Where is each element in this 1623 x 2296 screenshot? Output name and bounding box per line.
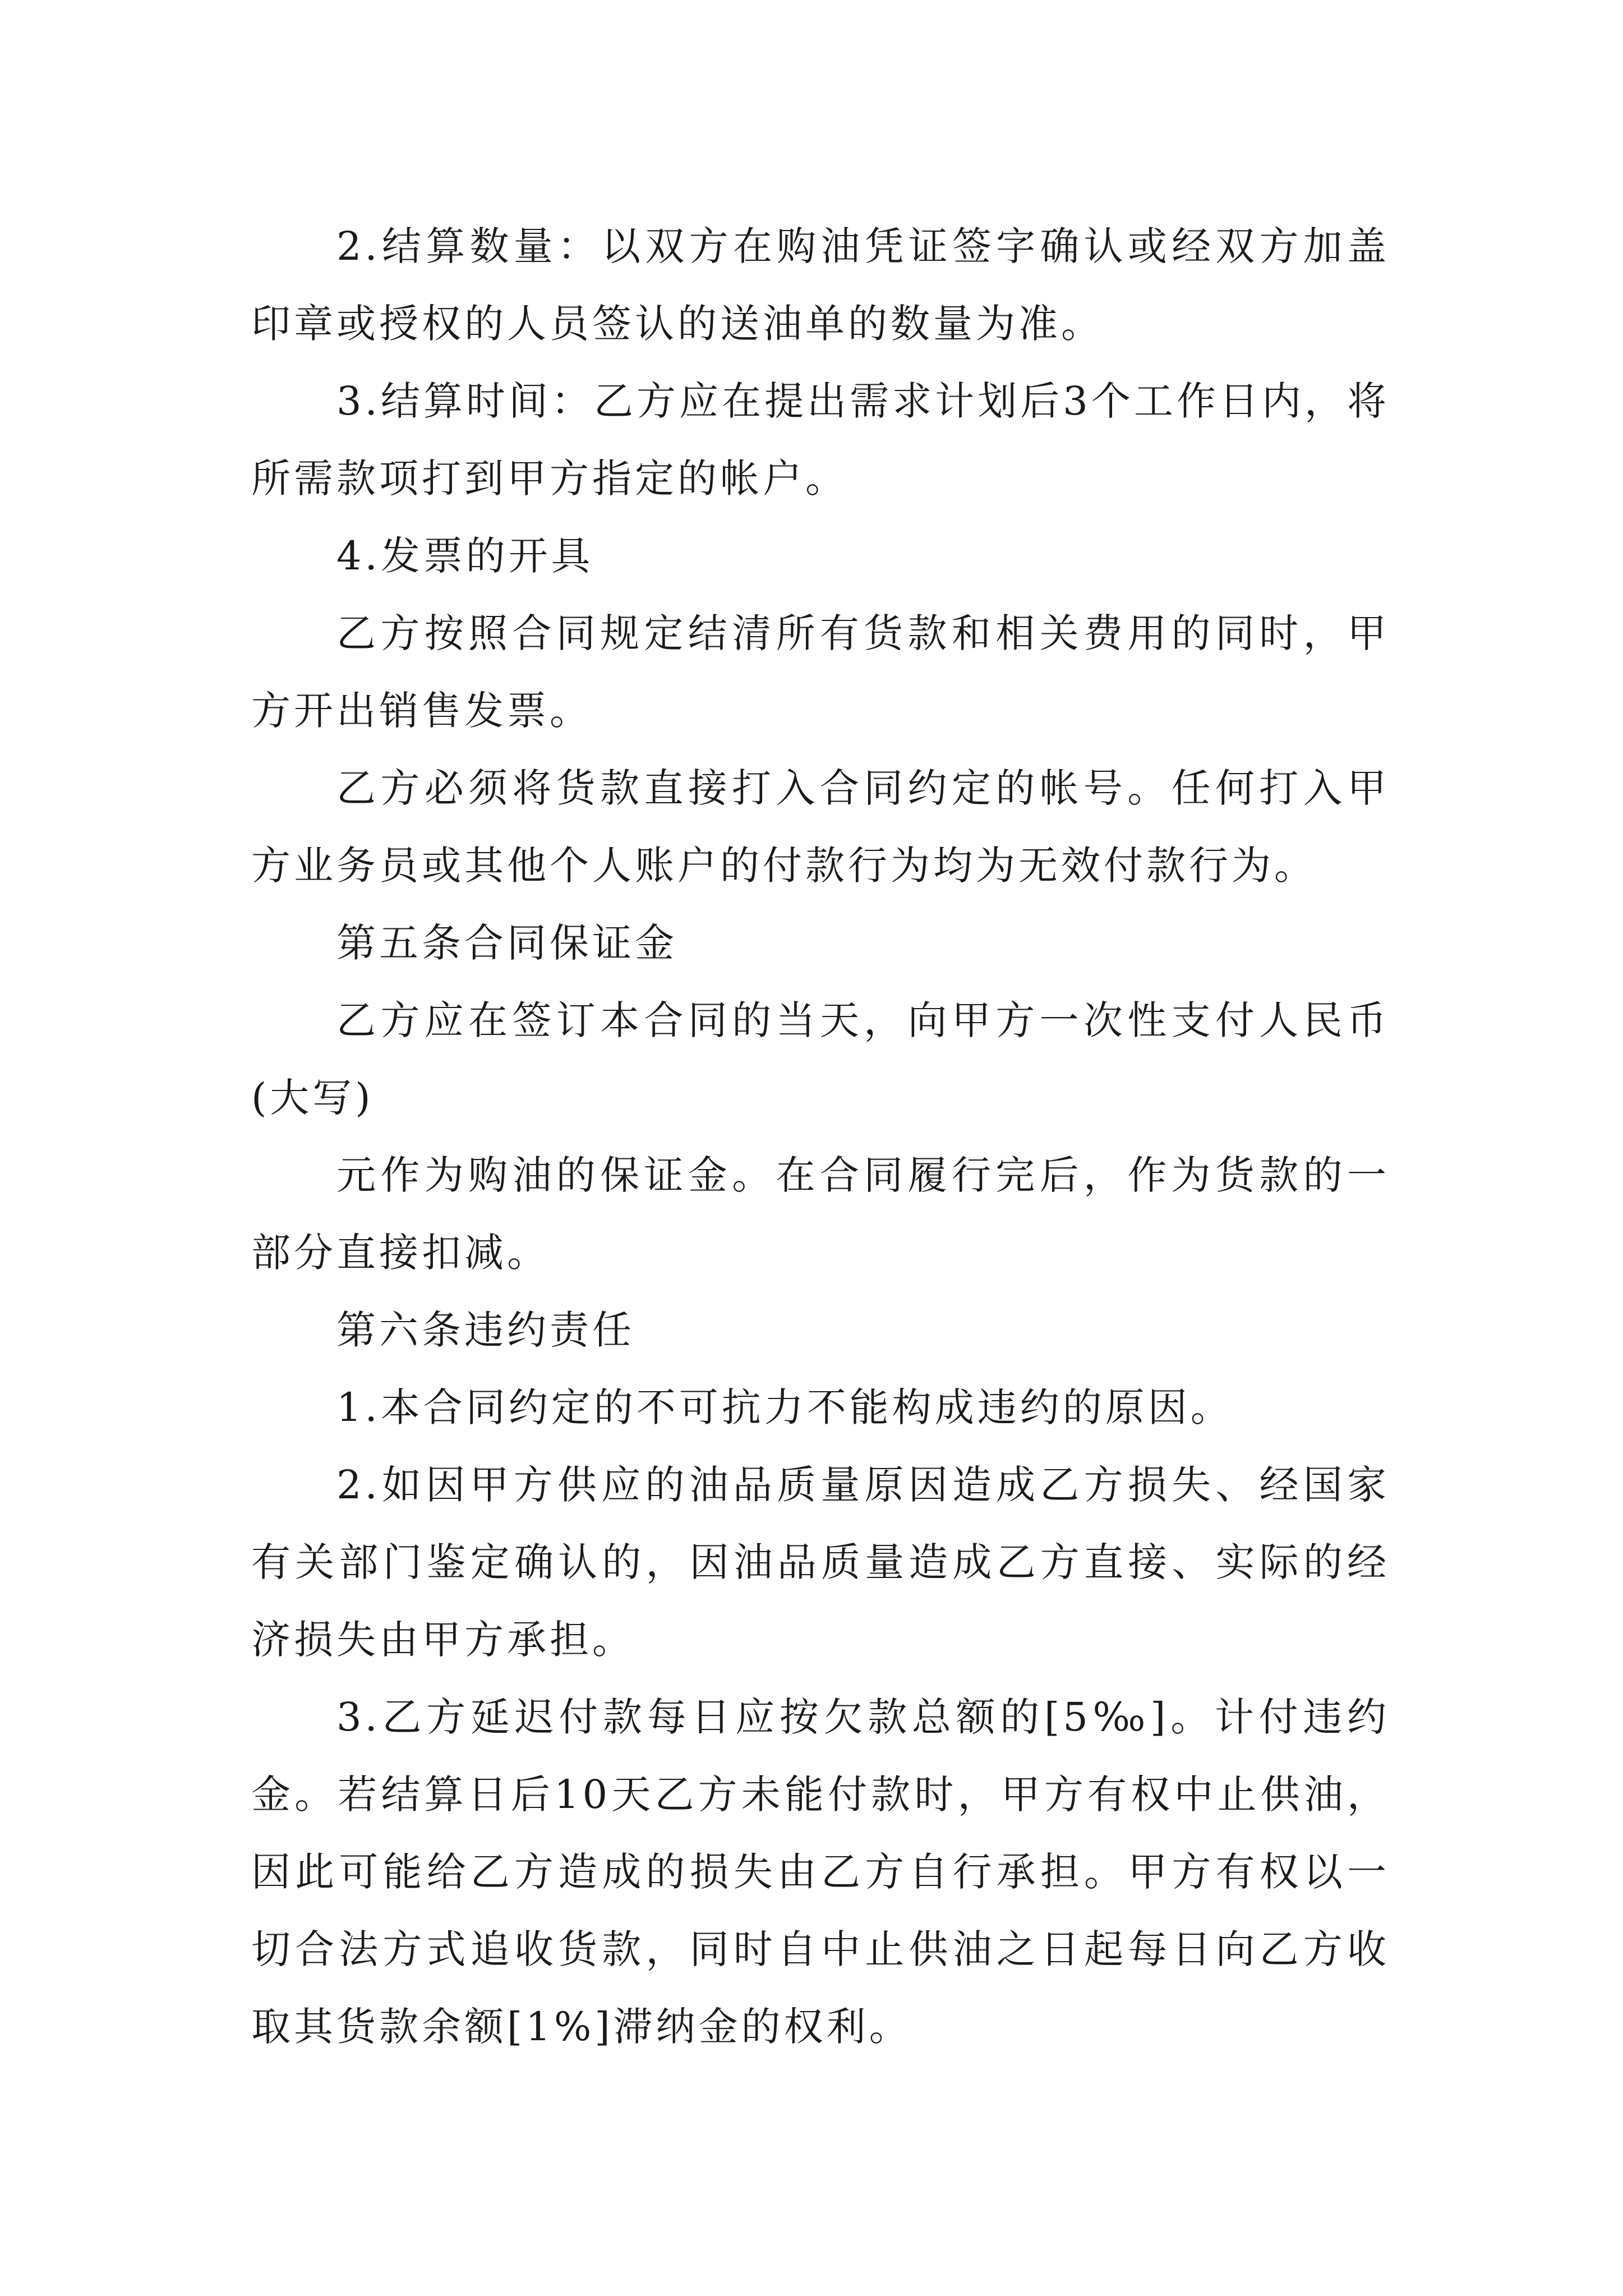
- paragraph-settlement-quantity: 2.结算数量：以双方在购油凭证签字确认或经双方加盖印章或授权的人员签认的送油单的数量为准。: [251, 223, 1390, 347]
- paragraph-settlement-time: 3.结算时间：乙方应在提出需求计划后3个工作日内，将所需款项打到甲方指定的帐户。: [251, 378, 1390, 501]
- paragraph-deposit-payment: 乙方应在签订本合同的当天，向甲方一次性支付人民币(大写): [251, 997, 1390, 1121]
- paragraph-quality-loss: 2.如因甲方供应的油品质量原因造成乙方损失、经国家有关部门鉴定确认的，因油品质量造成乙方直接、实际的经济损失由甲方承担。: [251, 1462, 1390, 1663]
- paragraph-payment-account: 乙方必须将货款直接打入合同约定的帐号。任何打入甲方业务员或其他个人账户的付款行为均为无效付款行为。: [251, 765, 1390, 889]
- paragraph-invoice-issuance: 乙方按照合同规定结清所有货款和相关费用的同时，甲方开出销售发票。: [251, 610, 1390, 734]
- paragraph-force-majeure: 1.本合同约定的不可抗力不能构成违约的原因。: [336, 1384, 1233, 1430]
- document-body: [251, 208, 1390, 2065]
- section-heading-liability: 第六条违约责任: [336, 1307, 635, 1353]
- paragraph-deposit-deduction: 元作为购油的保证金。在合同履行完后，作为货款的一部分直接扣减。: [251, 1152, 1390, 1276]
- paragraph-late-payment: 3.乙方延迟付款每日应按欠款总额的[5‰]。计付违约金。若结算日后10天乙方未能付款时，甲方有权中止供油，因此可能给乙方造成的损失由乙方自行承担。甲方有权以一切合法方式追收货款，同时自中止供油之日起每日向乙方收取其货款余额[1%]滞纳金的权利。: [251, 1694, 1390, 2050]
- paragraph-invoice-heading: 4.发票的开具: [336, 533, 594, 579]
- section-heading-deposit: 第五条合同保证金: [336, 920, 677, 966]
